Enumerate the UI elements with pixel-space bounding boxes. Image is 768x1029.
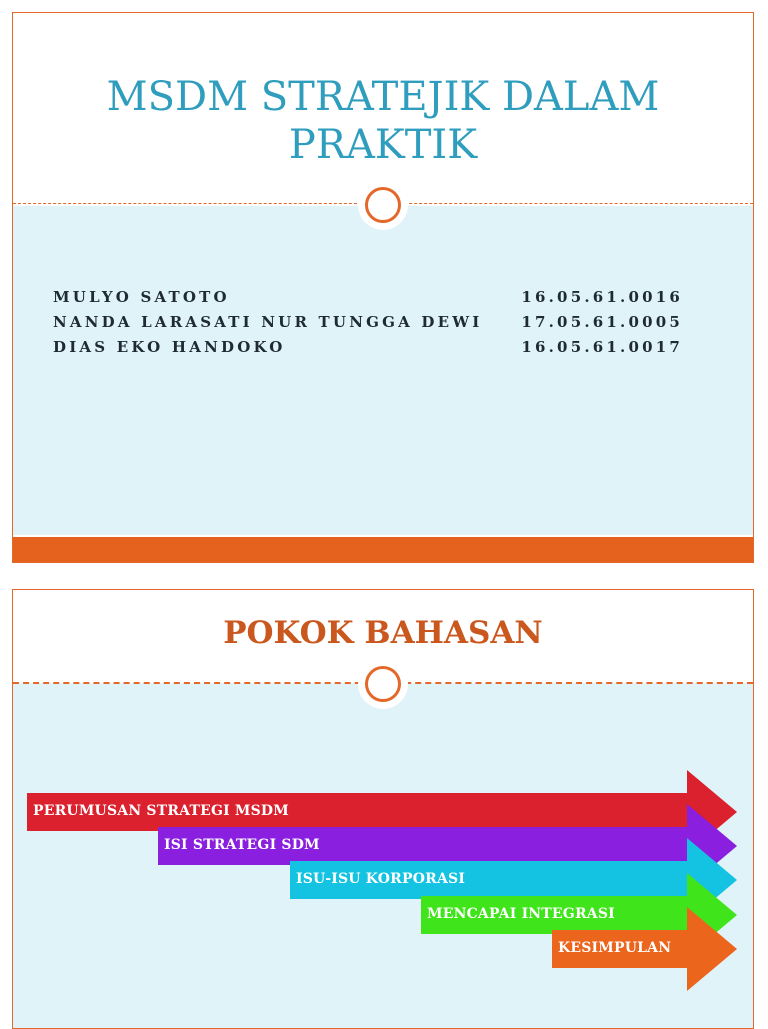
slide-title-line-2: PRAKTIK xyxy=(288,122,478,168)
member-id: 16.05.61.0016 xyxy=(521,288,683,306)
agenda-item-label: ISI STRATEGI SDM xyxy=(164,837,320,853)
member-name: DIAS EKO HANDOKO xyxy=(53,338,286,356)
footer-bar xyxy=(13,537,753,563)
member-row xyxy=(53,335,683,360)
member-id: 17.05.61.0005 xyxy=(521,313,683,331)
member-row xyxy=(53,310,683,335)
slide-title xyxy=(13,73,753,169)
circle-ornament-icon xyxy=(358,180,408,230)
agenda-item-label: PERUMUSAN STRATEGI MSDM xyxy=(33,803,289,819)
content-band xyxy=(13,206,753,535)
agenda-arrows xyxy=(13,590,754,1029)
agenda-item-label: KESIMPULAN xyxy=(558,940,672,956)
member-row xyxy=(53,285,683,310)
member-list xyxy=(53,285,683,360)
slide-title-line-1: MSDM STRATEJIK DALAM xyxy=(106,74,660,120)
member-id: 16.05.61.0017 xyxy=(521,338,683,356)
slide-title: POKOK BAHASAN xyxy=(223,615,543,651)
agenda-item-label: MENCAPAI INTEGRASI xyxy=(427,906,615,922)
member-name: NANDA LARASATI NUR TUNGGA DEWI xyxy=(53,313,483,331)
agenda-item-label: ISU-ISU KORPORASI xyxy=(296,871,466,887)
arrow-head-icon xyxy=(687,907,737,991)
agenda-slide xyxy=(12,589,754,1029)
member-name: MULYO SATOTO xyxy=(53,288,230,306)
title-slide xyxy=(12,12,754,563)
